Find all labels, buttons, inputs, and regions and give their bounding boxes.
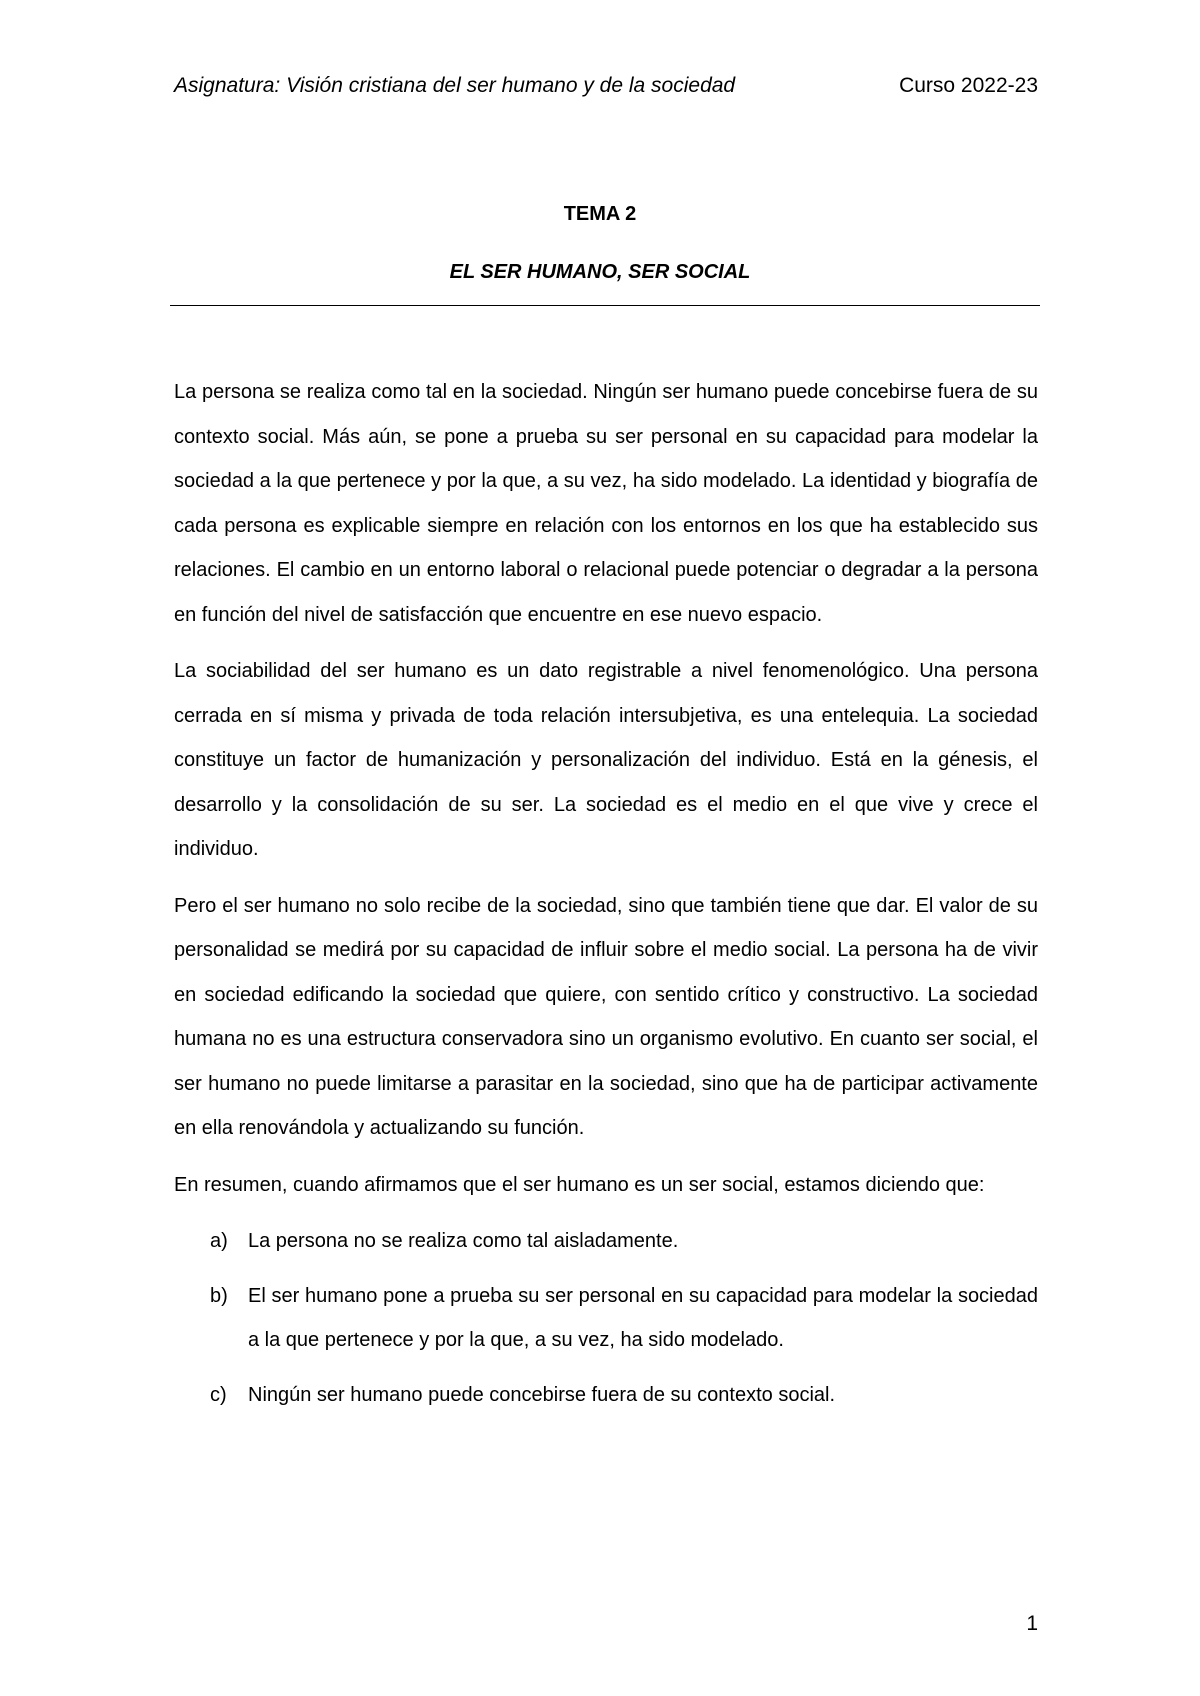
- list-marker: a): [210, 1230, 228, 1252]
- paragraph-2: La sociabilidad del ser humano es un dato registrable a nivel fenomenológico. Una persona cerrada en sí misma y privada de toda relación intersubjetiva, es una entelequia. La sociedad constituye un factor de humanización y personalización del individuo. Está en la génesis, el desarrollo y la consolidación de su ser. La sociedad es el medio en el que vive y crece el individuo.: [174, 660, 1038, 860]
- summary-list: [174, 1219, 1038, 1417]
- list-marker: b): [210, 1284, 228, 1307]
- list-marker: c): [210, 1383, 227, 1406]
- document-body: [174, 370, 1038, 1427]
- paragraph-4: En resumen, cuando afirmamos que el ser humano es un ser social, estamos diciendo que:: [174, 1173, 985, 1196]
- header-subject: Asignatura: Visión cristiana del ser humano y de la sociedad: [174, 74, 736, 97]
- paragraph-1: La persona se realiza como tal en la sociedad. Ningún ser humano puede concebirse fuera de su contexto social. Más aún, se pone a prueba su ser personal en su capacidad para modelar la sociedad a la que pertenece y por la que, a su vez, ha sido modelado. La identidad y biografía de cada persona es explicable siempre en relación con los entornos en los que ha establecido sus relaciones. El cambio en un entorno laboral o relacional puede potenciar o degradar a la persona en función del nivel de satisfacción que encuentre en ese nuevo espacio.: [174, 381, 1038, 626]
- list-item-text: La persona no se realiza como tal aisladamente.: [248, 1230, 679, 1252]
- page-number: 1: [1026, 1612, 1038, 1635]
- list-item: [174, 1219, 1038, 1264]
- paragraph-3: Pero el ser humano no solo recibe de la sociedad, sino que también tiene que dar. El valor de su personalidad se medirá por su capacidad de influir sobre el medio social. La persona ha de vivir en sociedad edificando la sociedad que quiere, con sentido crítico y constructivo. La sociedad humana no es una estructura conservadora sino un organismo evolutivo. En cuanto ser social, el ser humano no puede limitarse a parasitar en la sociedad, sino que ha de participar activamente en ella renovándola y actualizando su función.: [174, 894, 1038, 1139]
- topic-title: EL SER HUMANO, SER SOCIAL: [449, 261, 751, 283]
- title-divider: [170, 305, 1040, 306]
- list-item: [174, 1274, 1038, 1363]
- list-item-text: Ningún ser humano puede concebirse fuera de su contexto social.: [248, 1383, 836, 1406]
- list-item-text: El ser humano pone a prueba su ser personal en su capacidad para modelar la sociedad a la que pertenece y por la que, a su vez, ha sido modelado.: [248, 1284, 1038, 1351]
- topic-number: TEMA 2: [563, 203, 637, 225]
- header-course: Curso 2022-23: [899, 74, 1038, 97]
- list-item: [174, 1373, 1038, 1418]
